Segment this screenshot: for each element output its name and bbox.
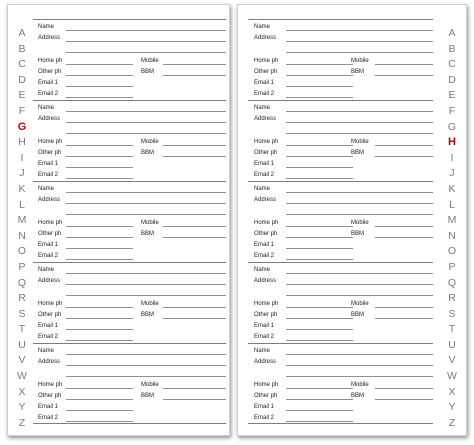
email1-line[interactable]: [286, 248, 353, 249]
email1-line[interactable]: [66, 167, 133, 168]
bbm-line[interactable]: [375, 318, 433, 319]
email1-label: Email 1: [38, 242, 59, 248]
mobile-line[interactable]: [163, 145, 226, 146]
mobile-label: Mobile: [351, 220, 369, 226]
email2-line[interactable]: [66, 97, 133, 98]
contact-entries-left: [33, 19, 226, 424]
mobile-label: Mobile: [351, 301, 369, 307]
mobile-line[interactable]: [375, 145, 433, 146]
name-label: Name: [254, 348, 271, 354]
other-ph-line[interactable]: [66, 156, 133, 157]
index-letter-left-f[interactable]: F: [18, 104, 26, 117]
index-letter-left-l[interactable]: L: [19, 198, 25, 211]
index-letter-left-s[interactable]: S: [18, 307, 26, 320]
other-ph-label: Other ph: [38, 393, 62, 399]
home-ph-label: Home ph: [38, 58, 63, 64]
address-line-2[interactable]: [286, 214, 433, 215]
home-ph-label: Home ph: [254, 301, 279, 307]
email1-line[interactable]: [286, 86, 353, 87]
bbm-label: BBM: [351, 150, 365, 156]
other-ph-label: Other ph: [38, 69, 62, 75]
address-label: Address: [38, 278, 61, 284]
other-ph-line[interactable]: [66, 237, 133, 238]
email1-label: Email 1: [38, 323, 59, 329]
email2-line[interactable]: [286, 421, 353, 422]
mobile-label: Mobile: [351, 58, 369, 64]
home-ph-line[interactable]: [66, 64, 133, 65]
address-line-2[interactable]: [286, 52, 433, 53]
address-line-2[interactable]: [286, 133, 433, 134]
index-letter-left-u[interactable]: U: [18, 338, 26, 351]
index-letter-right-q[interactable]: Q: [447, 276, 457, 289]
address-label: Address: [254, 116, 277, 122]
name-line[interactable]: [66, 192, 226, 193]
home-ph-line[interactable]: [286, 226, 353, 227]
email1-line[interactable]: [66, 248, 133, 249]
bbm-line[interactable]: [375, 156, 433, 157]
bbm-line[interactable]: [375, 237, 433, 238]
bbm-label: BBM: [351, 231, 365, 237]
bbm-line[interactable]: [375, 75, 433, 76]
index-letter-right-e[interactable]: E: [448, 89, 456, 102]
home-ph-label: Home ph: [254, 382, 279, 388]
mobile-line[interactable]: [375, 226, 433, 227]
contact-entry: [33, 181, 226, 262]
address-line-1[interactable]: [66, 284, 226, 285]
index-letter-left-j[interactable]: J: [19, 167, 25, 180]
right-page: [237, 4, 467, 436]
name-line[interactable]: [66, 354, 226, 355]
other-ph-label: Other ph: [254, 231, 278, 237]
index-letter-left-t[interactable]: T: [18, 323, 26, 336]
contact-entry: [248, 100, 433, 181]
index-letter-right-s[interactable]: S: [448, 307, 456, 320]
address-line-2[interactable]: [66, 376, 226, 377]
bbm-line[interactable]: [163, 399, 226, 400]
email1-label: Email 1: [254, 404, 275, 410]
email1-line[interactable]: [286, 329, 353, 330]
contact-entries-right: [248, 19, 433, 424]
email1-label: Email 1: [38, 404, 59, 410]
address-label: Address: [254, 278, 277, 284]
other-ph-label: Other ph: [254, 393, 278, 399]
address-line-1[interactable]: [66, 41, 226, 42]
alphabet-index-left: [15, 26, 29, 431]
mobile-line[interactable]: [163, 226, 226, 227]
index-letter-right-u[interactable]: U: [448, 338, 456, 351]
bbm-label: BBM: [141, 69, 155, 75]
email2-label: Email 2: [38, 415, 59, 421]
email1-line[interactable]: [66, 86, 133, 87]
email1-label: Email 1: [254, 161, 275, 167]
bbm-label: BBM: [351, 393, 365, 399]
name-label: Name: [254, 186, 271, 192]
email2-label: Email 2: [254, 172, 275, 178]
mobile-label: Mobile: [141, 301, 159, 307]
address-line-2[interactable]: [66, 214, 226, 215]
email2-line[interactable]: [286, 97, 353, 98]
mobile-line[interactable]: [163, 388, 226, 389]
email1-line[interactable]: [66, 410, 133, 411]
name-label: Name: [38, 267, 55, 273]
home-ph-line[interactable]: [66, 226, 133, 227]
index-letter-right-j[interactable]: J: [449, 167, 455, 180]
index-letter-left-z[interactable]: Z: [18, 416, 26, 429]
index-letter-right-w[interactable]: W: [447, 370, 457, 383]
email1-line[interactable]: [66, 329, 133, 330]
other-ph-line[interactable]: [286, 399, 353, 400]
name-line[interactable]: [286, 273, 433, 274]
name-label: Name: [38, 348, 55, 354]
address-line-1[interactable]: [66, 122, 226, 123]
contact-entry: [33, 262, 226, 343]
address-line-2[interactable]: [66, 52, 226, 53]
other-ph-label: Other ph: [38, 312, 62, 318]
index-letter-right-a[interactable]: A: [448, 27, 456, 39]
index-letter-right-x[interactable]: X: [448, 385, 456, 398]
index-letter-right-g[interactable]: G: [447, 120, 457, 133]
index-letter-right-n[interactable]: N: [448, 229, 456, 242]
index-letter-left-c[interactable]: C: [18, 58, 26, 71]
address-label: Address: [38, 116, 61, 122]
home-ph-label: Home ph: [38, 382, 63, 388]
index-letter-left-w[interactable]: W: [17, 370, 27, 383]
index-letter-right-k[interactable]: K: [448, 182, 456, 195]
address-line-1[interactable]: [66, 203, 226, 204]
name-line[interactable]: [286, 111, 433, 112]
contact-entry: [248, 181, 433, 262]
name-line[interactable]: [286, 354, 433, 355]
mobile-label: Mobile: [141, 382, 159, 388]
index-letter-right-b[interactable]: B: [448, 42, 456, 55]
email2-line[interactable]: [66, 340, 133, 341]
index-letter-right-l[interactable]: L: [449, 198, 455, 211]
other-ph-line[interactable]: [66, 399, 133, 400]
address-label: Address: [254, 359, 277, 365]
address-label: Address: [38, 197, 61, 203]
address-line-1[interactable]: [286, 41, 433, 42]
index-letter-right-i[interactable]: I: [450, 151, 454, 164]
index-letter-left-g[interactable]: G: [17, 120, 27, 133]
contact-entry: [33, 100, 226, 181]
name-label: Name: [254, 24, 271, 30]
index-letter-left-h[interactable]: H: [18, 136, 26, 149]
email2-label: Email 2: [254, 415, 275, 421]
home-ph-label: Home ph: [254, 139, 279, 145]
mobile-label: Mobile: [141, 220, 159, 226]
index-letter-right-c[interactable]: C: [448, 58, 456, 71]
bbm-line[interactable]: [163, 237, 226, 238]
bbm-label: BBM: [141, 231, 155, 237]
contact-entry: [248, 343, 433, 424]
other-ph-line[interactable]: [66, 75, 133, 76]
address-line-1[interactable]: [286, 284, 433, 285]
index-letter-left-q[interactable]: Q: [17, 276, 27, 289]
index-letter-right-h[interactable]: H: [448, 136, 456, 149]
email2-label: Email 2: [38, 91, 59, 97]
home-ph-line[interactable]: [286, 307, 353, 308]
other-ph-line[interactable]: [66, 318, 133, 319]
other-ph-line[interactable]: [286, 75, 353, 76]
index-letter-left-i[interactable]: I: [20, 151, 24, 164]
email2-line[interactable]: [66, 421, 133, 422]
email2-line[interactable]: [286, 340, 353, 341]
email2-line[interactable]: [66, 178, 133, 179]
index-letter-left-y[interactable]: Y: [18, 401, 26, 414]
index-letter-left-n[interactable]: N: [18, 229, 26, 242]
email2-label: Email 2: [254, 91, 275, 97]
home-ph-line[interactable]: [286, 145, 353, 146]
email1-label: Email 1: [254, 323, 275, 329]
index-letter-left-r[interactable]: R: [18, 292, 26, 305]
index-letter-left-b[interactable]: B: [18, 42, 26, 55]
other-ph-label: Other ph: [254, 69, 278, 75]
other-ph-label: Other ph: [254, 150, 278, 156]
name-line[interactable]: [66, 273, 226, 274]
bbm-label: BBM: [141, 312, 155, 318]
index-letter-right-r[interactable]: R: [448, 292, 456, 305]
bbm-label: BBM: [351, 312, 365, 318]
email2-line[interactable]: [286, 178, 353, 179]
email1-line[interactable]: [286, 167, 353, 168]
index-letter-left-x[interactable]: X: [18, 385, 26, 398]
index-letter-right-z[interactable]: Z: [448, 416, 456, 429]
home-ph-line[interactable]: [66, 388, 133, 389]
email2-label: Email 2: [38, 334, 59, 340]
home-ph-line[interactable]: [286, 64, 353, 65]
other-ph-label: Other ph: [38, 150, 62, 156]
address-line-1[interactable]: [286, 365, 433, 366]
mobile-line[interactable]: [375, 307, 433, 308]
email2-line[interactable]: [66, 259, 133, 260]
index-letter-left-d[interactable]: D: [18, 73, 26, 86]
mobile-line[interactable]: [163, 64, 226, 65]
left-page: [7, 4, 230, 436]
mobile-line[interactable]: [163, 307, 226, 308]
bbm-label: BBM: [141, 393, 155, 399]
name-line[interactable]: [286, 192, 433, 193]
index-letter-right-p[interactable]: P: [448, 260, 456, 273]
index-letter-right-y[interactable]: Y: [448, 401, 456, 414]
index-letter-right-f[interactable]: F: [448, 104, 456, 117]
index-letter-left-a[interactable]: A: [18, 27, 26, 39]
address-line-2[interactable]: [66, 295, 226, 296]
email1-label: Email 1: [38, 80, 59, 86]
index-letter-right-t[interactable]: T: [448, 323, 456, 336]
home-ph-label: Home ph: [38, 220, 63, 226]
name-label: Name: [38, 105, 55, 111]
address-line-1[interactable]: [286, 122, 433, 123]
index-letter-left-p[interactable]: P: [18, 260, 26, 273]
home-ph-label: Home ph: [38, 301, 63, 307]
other-ph-line[interactable]: [286, 237, 353, 238]
bbm-line[interactable]: [163, 156, 226, 157]
name-label: Name: [254, 105, 271, 111]
name-label: Name: [254, 267, 271, 273]
mobile-line[interactable]: [375, 388, 433, 389]
home-ph-line[interactable]: [66, 307, 133, 308]
mobile-label: Mobile: [351, 382, 369, 388]
email2-label: Email 2: [254, 334, 275, 340]
home-ph-line[interactable]: [66, 145, 133, 146]
email2-label: Email 2: [38, 253, 59, 259]
bbm-line[interactable]: [375, 399, 433, 400]
index-letter-left-o[interactable]: O: [17, 245, 27, 258]
mobile-label: Mobile: [141, 139, 159, 145]
address-line-2[interactable]: [286, 376, 433, 377]
bbm-label: BBM: [141, 150, 155, 156]
name-line[interactable]: [66, 30, 226, 31]
address-line-1[interactable]: [286, 203, 433, 204]
home-ph-label: Home ph: [254, 220, 279, 226]
other-ph-line[interactable]: [286, 318, 353, 319]
name-label: Name: [38, 24, 55, 30]
email1-line[interactable]: [286, 410, 353, 411]
name-line[interactable]: [286, 30, 433, 31]
index-letter-left-v[interactable]: V: [18, 354, 26, 367]
email1-label: Email 1: [254, 242, 275, 248]
address-line-2[interactable]: [286, 295, 433, 296]
bbm-line[interactable]: [163, 318, 226, 319]
other-ph-label: Other ph: [254, 312, 278, 318]
bbm-line[interactable]: [163, 75, 226, 76]
index-letter-right-m[interactable]: M: [447, 214, 457, 227]
mobile-line[interactable]: [375, 64, 433, 65]
contact-entry: [248, 19, 433, 100]
other-ph-label: Other ph: [38, 231, 62, 237]
index-letter-right-v[interactable]: V: [448, 354, 456, 367]
index-letter-left-m[interactable]: M: [17, 214, 27, 227]
alphabet-index-right: [445, 26, 459, 431]
home-ph-label: Home ph: [38, 139, 63, 145]
email2-label: Email 2: [38, 172, 59, 178]
mobile-label: Mobile: [351, 139, 369, 145]
home-ph-label: Home ph: [254, 58, 279, 64]
name-line[interactable]: [66, 111, 226, 112]
address-line-1[interactable]: [66, 365, 226, 366]
email1-label: Email 1: [38, 161, 59, 167]
email2-line[interactable]: [286, 259, 353, 260]
index-letter-right-d[interactable]: D: [448, 73, 456, 86]
email2-label: Email 2: [254, 253, 275, 259]
bbm-label: BBM: [351, 69, 365, 75]
home-ph-line[interactable]: [286, 388, 353, 389]
name-label: Name: [38, 186, 55, 192]
address-label: Address: [254, 197, 277, 203]
contact-entry: [33, 19, 226, 100]
contact-entry: [248, 262, 433, 343]
index-letter-left-k[interactable]: K: [18, 182, 26, 195]
index-letter-left-e[interactable]: E: [18, 89, 26, 102]
mobile-label: Mobile: [141, 58, 159, 64]
address-label: Address: [38, 359, 61, 365]
index-letter-right-o[interactable]: O: [447, 245, 457, 258]
other-ph-line[interactable]: [286, 156, 353, 157]
contact-entry: [33, 343, 226, 424]
address-label: Address: [38, 35, 61, 41]
email1-label: Email 1: [254, 80, 275, 86]
address-label: Address: [254, 35, 277, 41]
address-line-2[interactable]: [66, 133, 226, 134]
